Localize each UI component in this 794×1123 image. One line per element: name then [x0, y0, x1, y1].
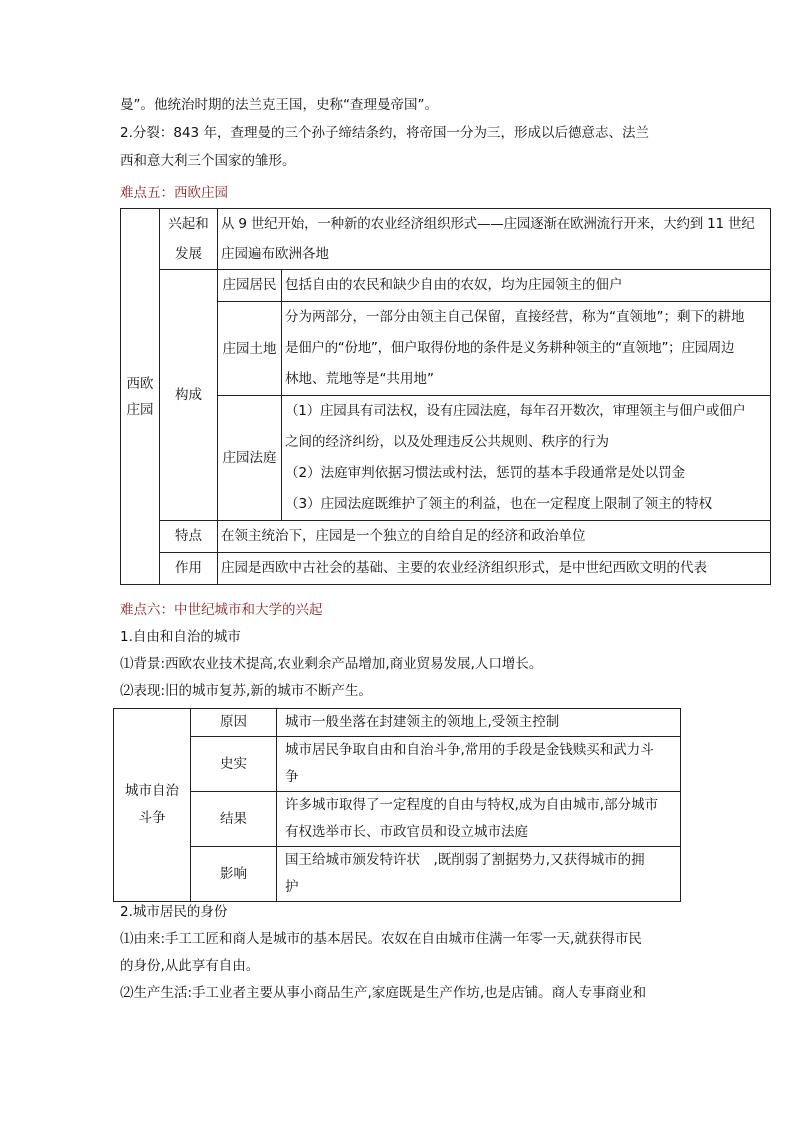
- section6-sub2: 2.城市居民的身份: [120, 904, 228, 920]
- rise-label: 兴起和发展: [160, 209, 218, 270]
- facts-label: 史实: [191, 737, 277, 792]
- feature-label: 特点: [160, 521, 218, 553]
- manor-main-label: 西欧庄园: [121, 209, 160, 585]
- cause-text: 城市一般坐落在封建领主的领地上,受领主控制: [277, 709, 681, 737]
- impact-text: 国王给城市颁发特许状 ,既削弱了割据势力,又获得城市的拥 护: [277, 847, 681, 902]
- origin-line-1: ⑴由来:手工工匠和商人是城市的基本居民。农奴在自由城市住满一年零一天,就获得市民: [120, 931, 642, 947]
- facts-text: 城市居民争取自由和自治斗争,常用的手段是金钱赎买和武力斗 争: [277, 737, 681, 792]
- land-label: 庄园土地: [218, 302, 282, 396]
- impact-label: 影响: [191, 847, 277, 902]
- life-line: ⑵生产生活:手工业者主要从事小商品生产,家庭既是生产作坊,也是店铺。商人专事商业和: [120, 985, 647, 1001]
- manor-table: [120, 208, 771, 585]
- role-label: 作用: [160, 553, 218, 585]
- result-label: 结果: [191, 792, 277, 847]
- residents-text: 包括自由的农民和缺少自由的农奴，均为庄园领主的佃户: [282, 270, 771, 302]
- intro-line-2: 2.分裂：843 年，查理曼的三个孙子缔结条约，将帝国一分为三，形成以后德意志、法兰: [120, 125, 649, 141]
- section5-heading: 难点五：西欧庄园: [120, 185, 228, 201]
- residents-label: 庄园居民: [218, 270, 282, 302]
- cause-label: 原因: [191, 709, 277, 737]
- feature-text: 在领主统治下，庄园是一个独立的自给自足的经济和政治单位: [218, 521, 771, 553]
- rise-text: 从 9 世纪开始，一种新的农业经济组织形式——庄园逐渐在欧洲流行开来，大约到 11 世纪 庄园遍布欧洲各地: [218, 209, 771, 270]
- section6-heading: 难点六：中世纪城市和大学的兴起: [120, 602, 323, 618]
- section6-sub1: 1.自由和自治的城市: [120, 629, 241, 645]
- role-text: 庄园是西欧中古社会的基础、主要的农业经济组织形式，是中世纪西欧文明的代表: [218, 553, 771, 585]
- intro-line-3: 西和意大利三个国家的雏形。: [120, 153, 296, 169]
- section6-background: ⑴背景:西欧农业技术提高,农业剩余产品增加,商业贸易发展,人口增长。: [120, 656, 543, 672]
- city-table: [113, 708, 681, 902]
- intro-line-1: 曼”。他统治时期的法兰克王国，史称“查理曼帝国”。: [120, 97, 438, 113]
- result-text: 许多城市取得了一定程度的自由与特权,成为自由城市,部分城市 有权选举市长、市政官员和设立城市法庭: [277, 792, 681, 847]
- court-text: （1）庄园具有司法权，设有庄园法庭，每年召开数次，审理领主与佃户或佃户 之间的经济纠纷，以及处理违反公共规则、秩序的行为 （2）法庭审判依据习惯法或村法，惩罚的基本手段通常是处以罚金 （3）庄园法庭既维护了领主的利益，也在一定程度上限制了领主的特权: [282, 396, 771, 521]
- city-main-label: 城市自治 斗争: [114, 709, 191, 902]
- composition-label: 构成: [160, 270, 218, 521]
- land-text: 分为两部分，一部分由领主自己保留，直接经营，称为“直领地”；剩下的耕地 是佃户的“份地”，佃户取得份地的条件是义务耕种领主的“直领地”；庄园周边 林地、荒地等是“共用地”: [282, 302, 771, 396]
- origin-line-2: 的身份,从此享有自由。: [120, 958, 260, 974]
- court-label: 庄园法庭: [218, 396, 282, 521]
- section6-performance: ⑵表现:旧的城市复苏,新的城市不断产生。: [120, 683, 372, 699]
